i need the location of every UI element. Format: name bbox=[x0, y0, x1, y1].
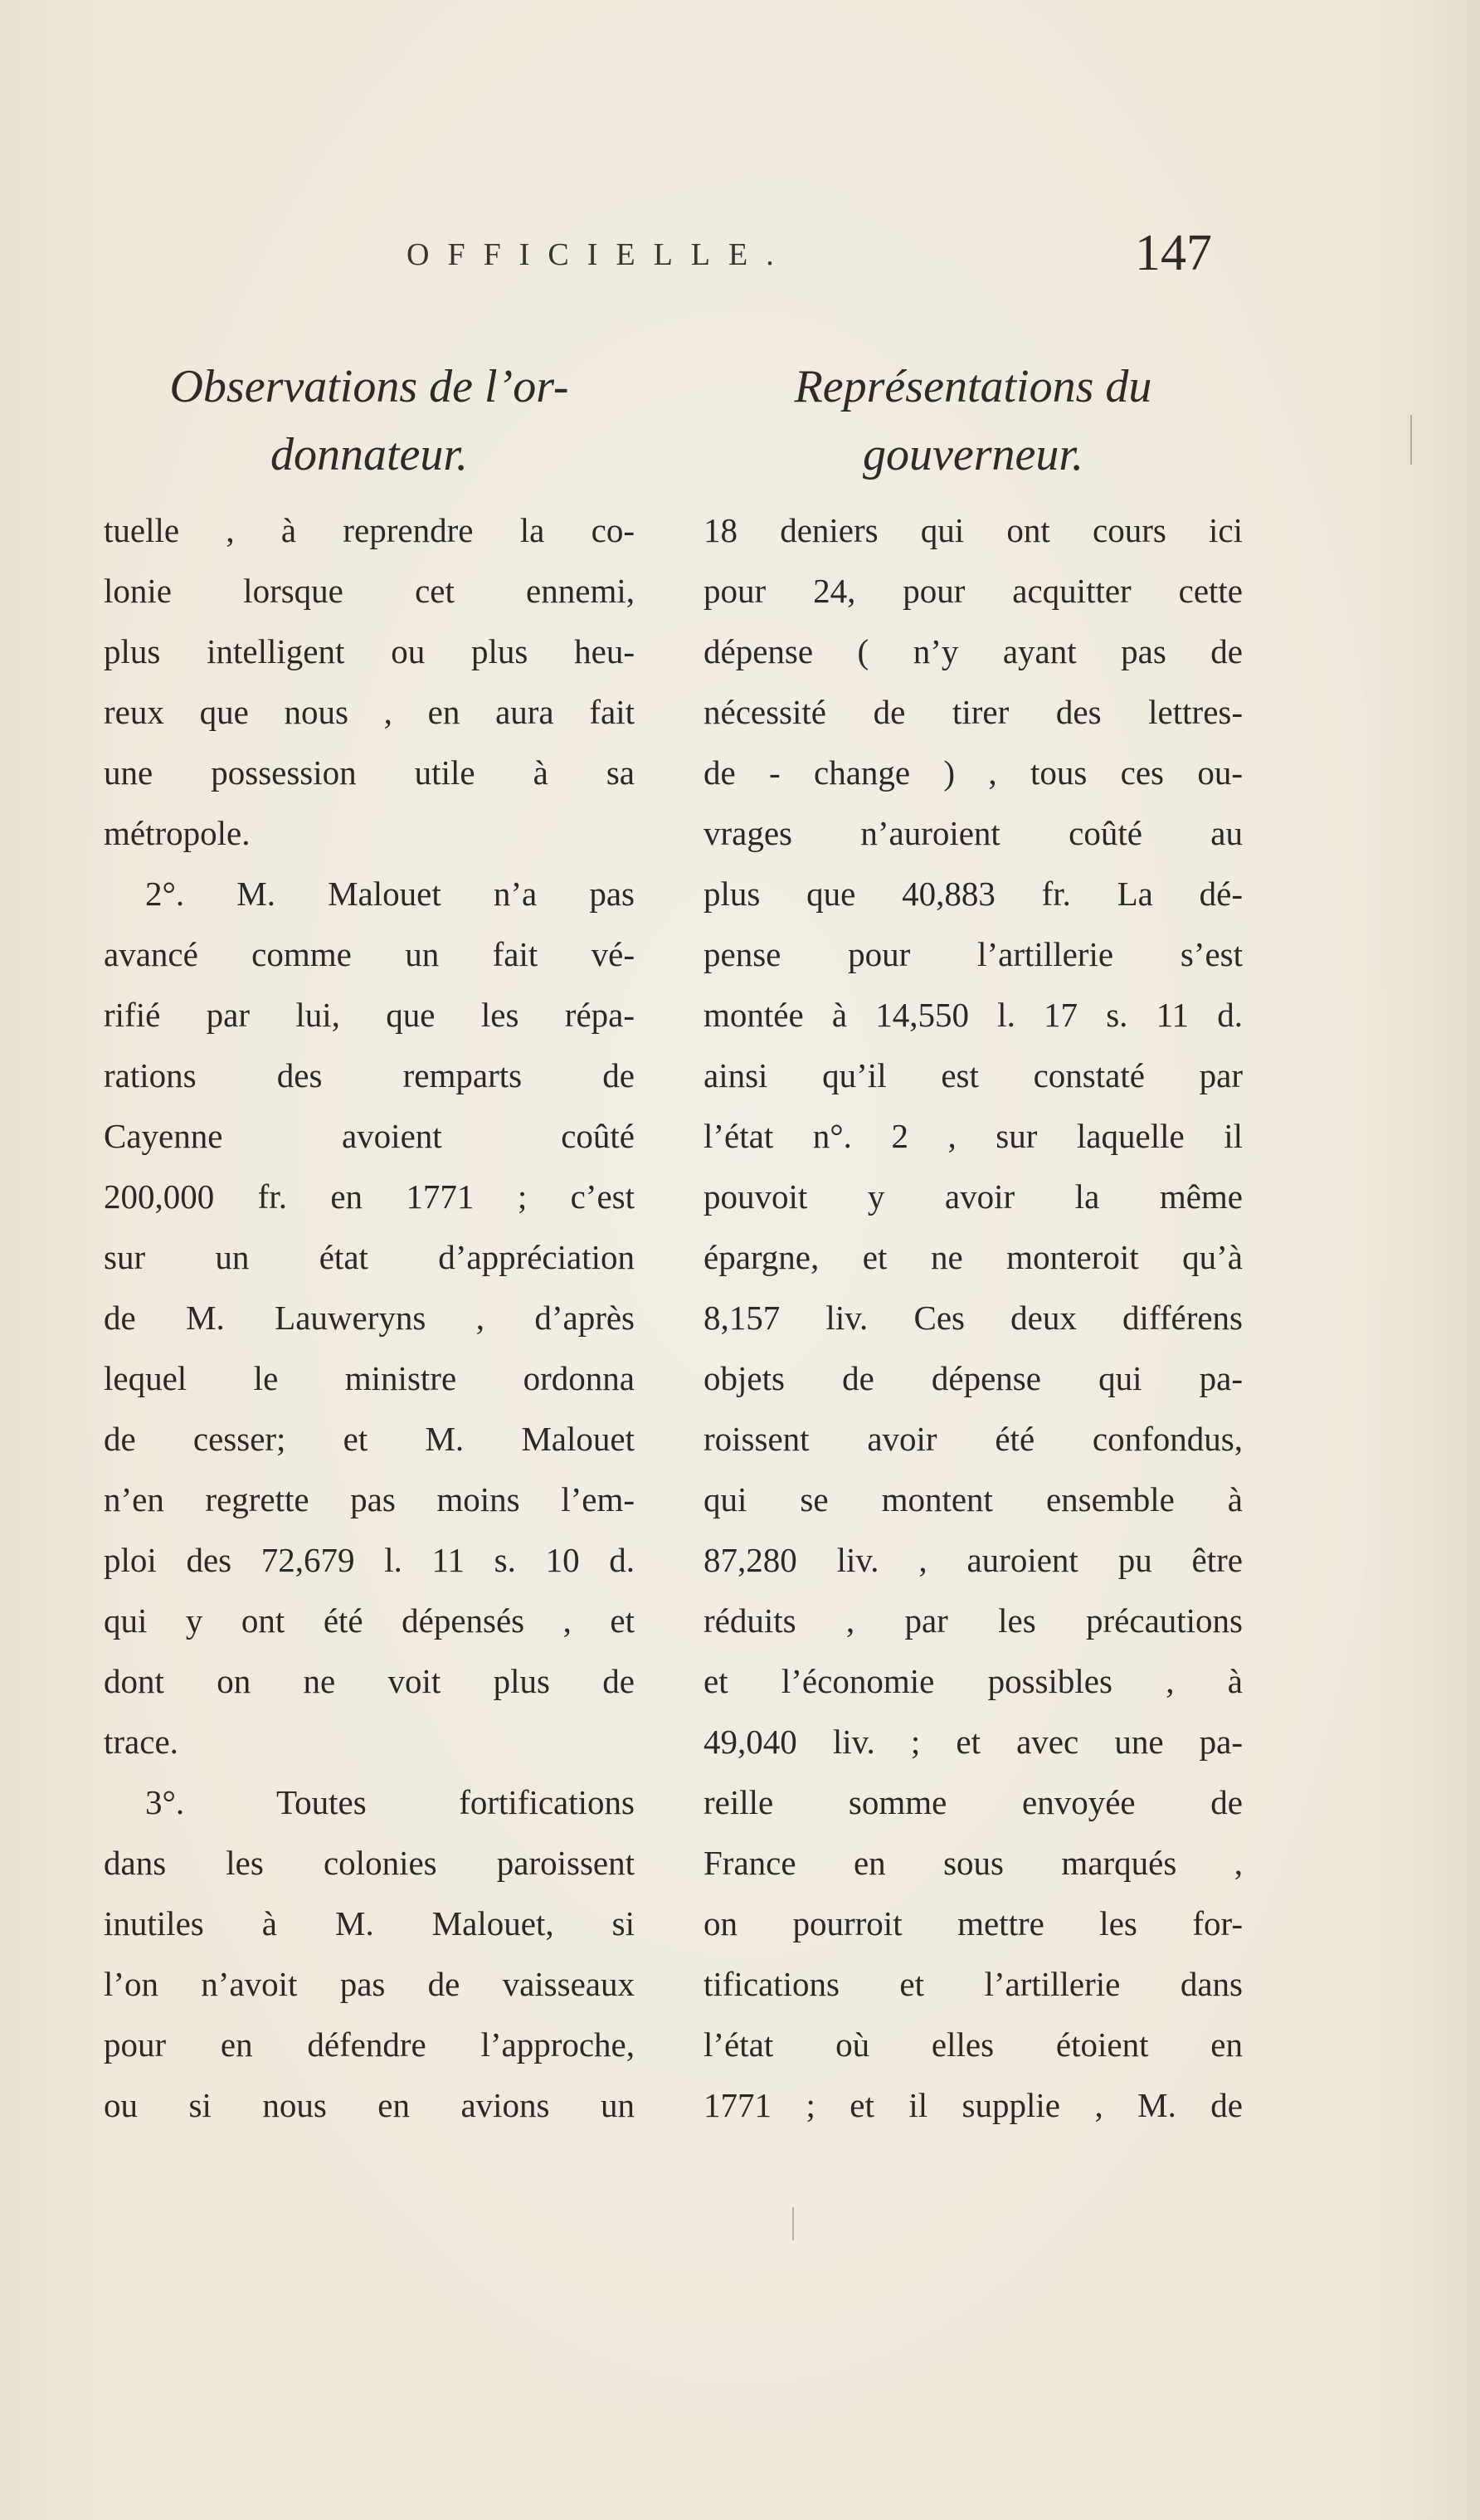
text-line: sur un état d’appréciation bbox=[104, 1238, 635, 1276]
text-line: de cesser; et M. Malouet bbox=[104, 1420, 635, 1458]
text-line: de - change ) , tous ces ou- bbox=[703, 753, 1243, 792]
text-line: rifié par lui, que les répa- bbox=[104, 996, 635, 1034]
text-line: Cayenne avoient coûté bbox=[104, 1117, 635, 1155]
page-edge-mark bbox=[792, 2207, 794, 2240]
left-column-heading bbox=[104, 353, 635, 489]
left-column-text bbox=[104, 500, 635, 2136]
left-heading-line-2: donnateur. bbox=[270, 429, 468, 480]
text-line: ploi des 72,679 l. 11 s. 10 d. bbox=[104, 1541, 635, 1579]
text-line: reux que nous , en aura fait bbox=[104, 693, 635, 731]
text-line: on pourroit mettre les for- bbox=[703, 1904, 1243, 1942]
text-line: et l’économie possibles , à bbox=[703, 1662, 1243, 1700]
text-line: France en sous marqués , bbox=[703, 1844, 1243, 1882]
right-column-heading bbox=[703, 353, 1243, 489]
text-line: l’état n°. 2 , sur laquelle il bbox=[703, 1117, 1243, 1155]
text-line: pour 24, pour acquitter cette bbox=[703, 572, 1243, 610]
text-line: reille somme envoyée de bbox=[703, 1783, 1243, 1821]
text-line: pense pour l’artillerie s’est bbox=[703, 935, 1243, 973]
text-line: plus que 40,883 fr. La dé- bbox=[703, 875, 1243, 913]
text-line: inutiles à M. Malouet, si bbox=[104, 1904, 635, 1942]
left-column bbox=[104, 353, 635, 2136]
text-line: 49,040 liv. ; et avec une pa- bbox=[703, 1723, 1243, 1761]
right-column bbox=[703, 353, 1243, 2136]
text-line: rations des remparts de bbox=[104, 1056, 635, 1094]
text-line: de M. Lauweryns , d’après bbox=[104, 1299, 635, 1337]
text-line: 87,280 liv. , auroient pu être bbox=[703, 1541, 1243, 1579]
text-line: une possession utile à sa bbox=[104, 753, 635, 792]
text-line: 18 deniers qui ont cours ici bbox=[703, 511, 1243, 549]
text-line: roissent avoir été confondus, bbox=[703, 1420, 1243, 1458]
text-line: 2°. M. Malouet n’a pas bbox=[145, 875, 635, 913]
text-line: ou si nous en avions un bbox=[104, 2086, 635, 2124]
text-line: montée à 14,550 l. 17 s. 11 d. bbox=[703, 996, 1243, 1034]
running-head: OFFICIELLE. bbox=[407, 237, 792, 272]
text-line: vrages n’auroient coûté au bbox=[703, 814, 1243, 852]
text-line: n’en regrette pas moins l’em- bbox=[104, 1480, 635, 1518]
text-line: l’on n’avoit pas de vaisseaux bbox=[104, 1965, 635, 2003]
text-line: épargne, et ne monteroit qu’à bbox=[703, 1238, 1243, 1276]
text-line: dépense ( n’y ayant pas de bbox=[703, 632, 1243, 670]
text-line: l’état où elles étoient en bbox=[703, 2025, 1243, 2064]
text-line: objets de dépense qui pa- bbox=[703, 1359, 1243, 1397]
text-line: 3°. Toutes fortifications bbox=[145, 1783, 635, 1821]
text-line: 200,000 fr. en 1771 ; c’est bbox=[104, 1177, 635, 1216]
text-line: lequel le ministre ordonna bbox=[104, 1359, 635, 1397]
text-line: plus intelligent ou plus heu- bbox=[104, 632, 635, 670]
text-line: trace. bbox=[104, 1723, 178, 1761]
text-line: pouvoit y avoir la même bbox=[703, 1177, 1243, 1216]
text-line: 1771 ; et il supplie , M. de bbox=[703, 2086, 1243, 2124]
text-line: dont on ne voit plus de bbox=[104, 1662, 635, 1700]
text-line: métropole. bbox=[104, 814, 251, 852]
right-heading-line-1: Représentations du bbox=[794, 361, 1152, 412]
text-line: réduits , par les précautions bbox=[703, 1601, 1243, 1640]
text-line: lonie lorsque cet ennemi, bbox=[104, 572, 635, 610]
text-line: tuelle , à reprendre la co- bbox=[104, 511, 635, 549]
text-line: avancé comme un fait vé- bbox=[104, 935, 635, 973]
page-number: 147 bbox=[1135, 225, 1212, 281]
right-heading-line-2: gouverneur. bbox=[863, 429, 1083, 480]
right-column-text bbox=[703, 500, 1243, 2136]
text-line: 8,157 liv. Ces deux différens bbox=[703, 1299, 1243, 1337]
text-line: ainsi qu’il est constaté par bbox=[703, 1056, 1243, 1094]
text-line: nécessité de tirer des lettres- bbox=[703, 693, 1243, 731]
text-line: qui y ont été dépensés , et bbox=[104, 1601, 635, 1640]
left-heading-line-1: Observations de l’or- bbox=[169, 361, 569, 412]
page-edge-mark bbox=[1410, 415, 1412, 465]
text-line: pour en défendre l’approche, bbox=[104, 2025, 635, 2064]
text-line: dans les colonies paroissent bbox=[104, 1844, 635, 1882]
text-line: tifications et l’artillerie dans bbox=[703, 1965, 1243, 2003]
text-line: qui se montent ensemble à bbox=[703, 1480, 1243, 1518]
